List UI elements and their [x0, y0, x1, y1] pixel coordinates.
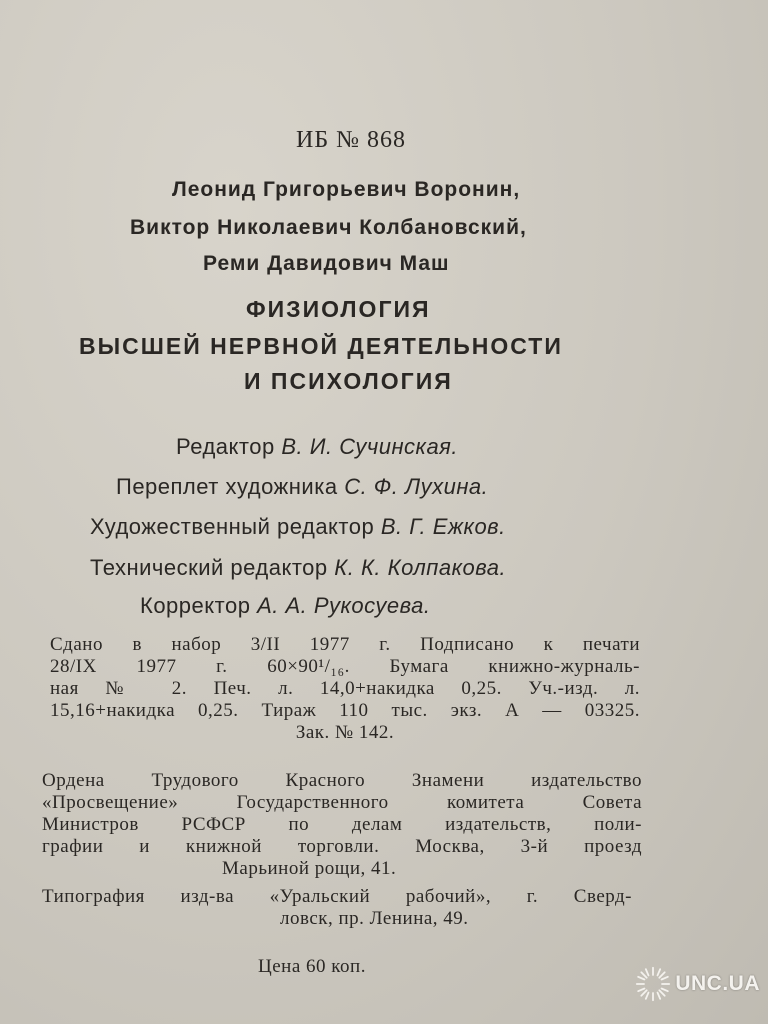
watermark-logo — [635, 966, 760, 1002]
credit-technical-editor — [90, 555, 506, 581]
credit-role: Корректор — [140, 593, 251, 618]
printer-block — [42, 886, 632, 930]
publisher-line: Министров РСФСР по делам издательств, поли- — [42, 814, 642, 835]
title-line-1: ФИЗИОЛОГИЯ — [246, 296, 431, 322]
ib-number: ИБ № 868 — [296, 127, 407, 153]
publisher-line: Марьиной рощи, 41. — [222, 858, 397, 879]
credit-person: В. И. Сучинская. — [281, 434, 459, 459]
imprint-line: Сдано в набор 3/II 1977 г. Подписано к печати — [50, 634, 640, 655]
credit-role: Переплет художника — [116, 474, 338, 499]
credit-role: Художественный редактор — [90, 514, 375, 539]
credit-person: К. К. Колпакова. — [334, 555, 507, 580]
watermark-text: UNC.UA — [675, 972, 760, 995]
credit-person: А. А. Рукосуева. — [257, 593, 431, 618]
price: Цена 60 коп. — [258, 956, 366, 977]
printer-line: ловск, пр. Ленина, 49. — [280, 908, 469, 929]
imprint-line: 28/IX 1977 г. 60×90¹/₁₆. Бумага книжно-журналь- — [50, 656, 640, 677]
title-line-2: ВЫСШЕЙ НЕРВНОЙ ДЕЯТЕЛЬНОСТИ — [79, 333, 563, 359]
publisher-line: Ордена Трудового Красного Знамени издательство — [42, 770, 642, 791]
imprint-line: 15,16+накидка 0,25. Тираж 110 тыс. экз. А — 03325. — [50, 700, 640, 721]
title-line-3: И ПСИХОЛОГИЯ — [244, 368, 453, 394]
credit-proofreader — [140, 593, 431, 619]
imprint-block — [50, 634, 640, 744]
credit-art-editor — [90, 514, 506, 540]
author-1: Леонид Григорьевич Воронин, — [172, 178, 521, 201]
imprint-line: Зак. № 142. — [295, 722, 395, 743]
publisher-line: графии и книжной торговли. Москва, 3-й проезд — [42, 836, 642, 857]
publisher-line: «Просвещение» Государственного комитета Совета — [42, 792, 642, 813]
author-2: Виктор Николаевич Колбановский, — [130, 216, 527, 239]
credit-person: С. Ф. Лухина. — [344, 474, 489, 499]
sunburst-icon — [635, 966, 671, 1002]
credit-role: Технический редактор — [90, 555, 328, 580]
printer-line: Типография изд-ва «Уральский рабочий», г. Сверд- — [42, 886, 632, 907]
author-3: Реми Давидович Маш — [203, 252, 450, 275]
credit-person: В. Г. Ежков. — [380, 514, 506, 539]
imprint-line: ная № 2. Печ. л. 14,0+накидка 0,25. Уч.-изд. л. — [50, 678, 640, 699]
publisher-block — [42, 770, 642, 880]
credit-editor — [176, 434, 458, 460]
credit-cover-artist — [116, 474, 488, 500]
credit-role: Редактор — [176, 434, 275, 459]
